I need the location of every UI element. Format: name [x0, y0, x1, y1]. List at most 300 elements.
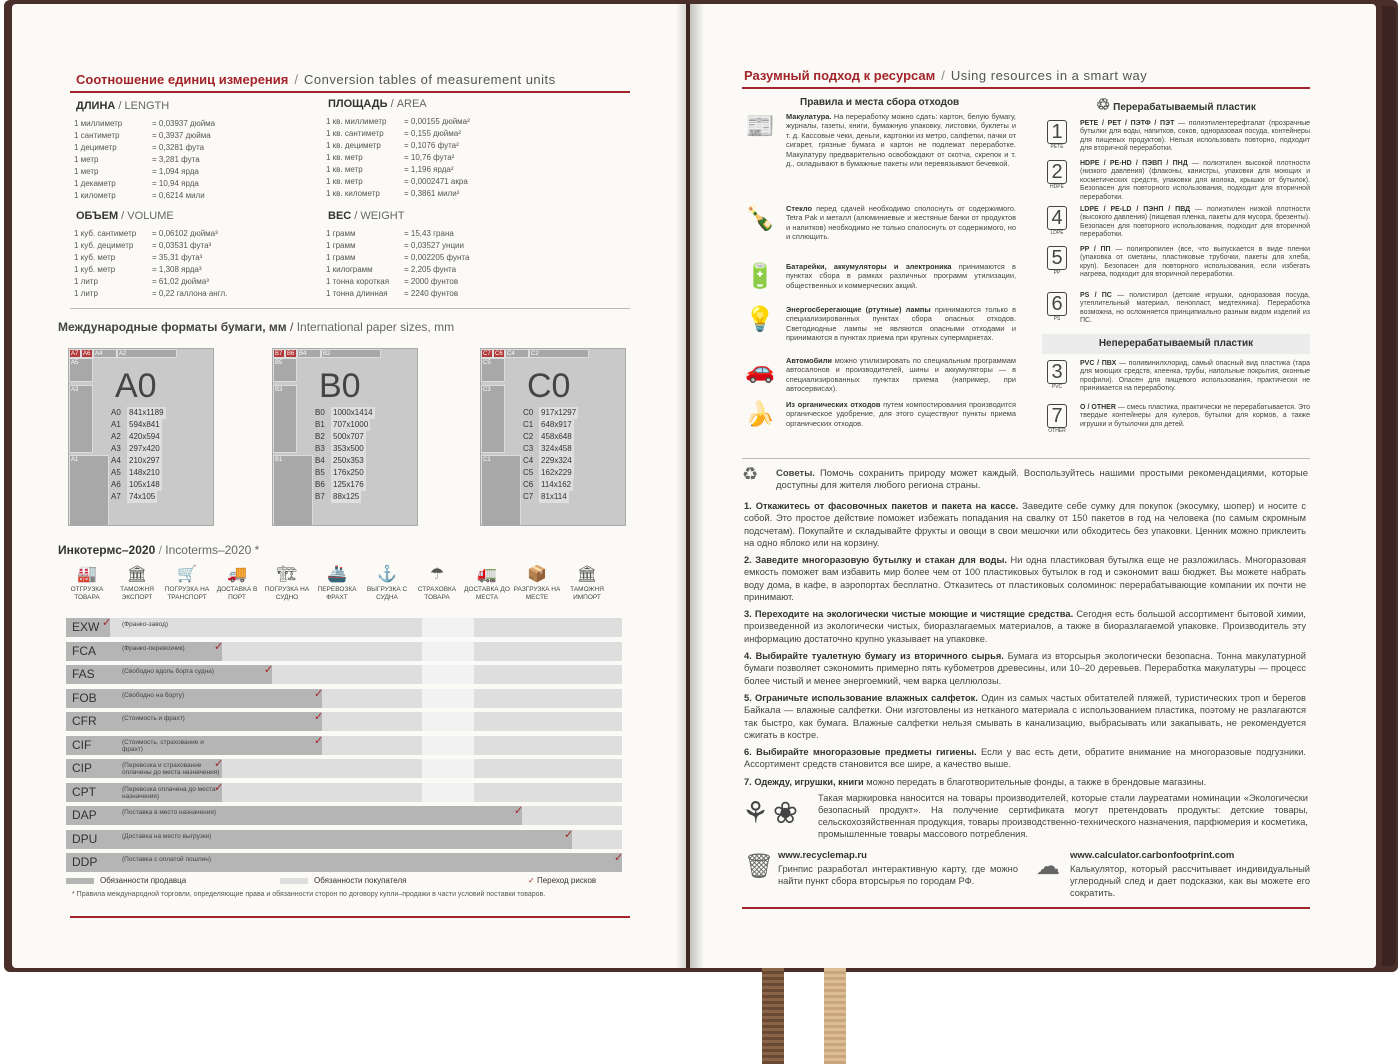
paper-format-tile: C3 — [481, 385, 505, 453]
paper-size-name: B4 — [315, 456, 325, 465]
paper-series-b0 — [272, 348, 418, 526]
recycling-triangle-icon — [1042, 120, 1072, 150]
incoterms-row — [66, 640, 626, 664]
bottle-icon: 🍾 — [745, 205, 775, 232]
paper-size-name: A7 — [111, 492, 121, 501]
delivery-truck-icon: 🚛 — [477, 566, 497, 583]
paper-format-label: C0 — [527, 367, 571, 405]
legend-seller: Обязанности продавца — [66, 876, 186, 885]
recyclemap-url[interactable]: www.recyclemap.ru — [778, 850, 867, 861]
waste-rule-title: Макулатура. — [786, 112, 832, 121]
paper-size-dims: 1000x1414 — [333, 408, 373, 417]
bulb-icon: 💡 — [745, 306, 775, 333]
paper-size-row — [111, 419, 166, 431]
plastic-tag: PP — [1053, 270, 1061, 276]
paper-size-name: A1 — [111, 420, 121, 429]
paper-size-dims: 324x458 — [541, 444, 572, 453]
paper-size-name: B1 — [315, 420, 325, 429]
incoterm-code: FAS — [72, 667, 95, 681]
incoterms-stages — [62, 564, 622, 602]
tip-text: Бумага из вторсырья экологически безопасна. Тонна макулатурной бумаги позволяет сэкономить примерно пять кубометров древесины, или 10–20 деревьев. Переработка макулатуры — процесс более чистый и менее энергоемкий, чем варка целлюлозы. — [744, 651, 1306, 686]
unit-value: = 0,03527 унции — [404, 241, 464, 250]
paper-size-row — [111, 455, 166, 467]
insurance-gap — [422, 642, 474, 661]
unit-value: = 0,6214 мили — [152, 191, 205, 200]
tip-text: Ни одна пластиковая бутылка еще не разложилась. Многоразовая емкость поможет вам избавить мир более чем от 100 пластиковых бутылок в год и сэкономит ваш бюджет. Вы можете набрать воду дома, в кафе, в аэропортах бесплатно. Отказитесь от пластиковых соломинок: перерабатывающие компании их почти не принимают. — [744, 555, 1306, 603]
unit-value: = 0,155 дюйма² — [404, 129, 461, 138]
incoterm-code: DAP — [72, 808, 97, 822]
paper-size-row — [315, 467, 375, 479]
paper-series-a0 — [68, 348, 214, 526]
risk-transfer-check: ✓ — [314, 711, 324, 723]
paper-size-name: B6 — [315, 480, 325, 489]
incoterms-row — [66, 616, 626, 640]
tip-title: 2. Заведите многоразовую бутылку и стакан для воды. — [744, 555, 1007, 565]
waste-rule-text — [786, 204, 1016, 242]
waste-rule-title: Энергосберегающие (ртутные) лампы — [786, 305, 931, 314]
plastic-description — [1080, 292, 1310, 326]
insurance-gap — [422, 759, 474, 778]
carbonfootprint-url[interactable]: www.calculator.carbonfootprint.com — [1070, 850, 1235, 861]
ship-icon: 🚢 — [327, 566, 347, 583]
plastic-code: PVC / ПВХ — [1080, 360, 1117, 367]
plastic-tag: PS — [1053, 316, 1061, 322]
nonrecyclable-heading: Неперерабатываемый пластик — [1042, 334, 1310, 354]
paper-size-list — [315, 407, 375, 503]
paper-size-row — [523, 455, 578, 467]
paper-size-row — [523, 431, 578, 443]
paper-size-row — [111, 467, 166, 479]
paper-size-row — [315, 443, 375, 455]
factory-icon: 🏭 — [77, 566, 97, 583]
unit-name: 1 килограмм — [326, 265, 373, 274]
unit-name: 1 куб. сантиметр — [74, 229, 137, 238]
paper-format-tile: A4 — [93, 349, 117, 358]
paper-size-dims: 210x297 — [129, 456, 160, 465]
paper-format-tile: A6 — [81, 349, 93, 358]
unit-value: = 61,02 дюйма³ — [152, 277, 209, 286]
weight-heading: ВЕС / WEIGHT — [328, 210, 405, 222]
unit-value: = 2000 фунтов — [404, 277, 459, 286]
paper-size-dims: 500x707 — [333, 432, 364, 441]
newspaper-icon: 📰 — [745, 113, 775, 140]
incoterms-footnote: * Правила международной торговли, определяющие права и обязанности сторон по договору купли–продажи в части условий поставки товаров. — [72, 891, 546, 898]
tip-item — [744, 746, 1306, 771]
risk-transfer-check: ✓ — [564, 828, 574, 841]
plastic-tag: PETE — [1050, 144, 1064, 150]
unit-value: = 0,00155 дюйма² — [404, 117, 470, 126]
tip-title: 4. Выбирайте туалетную бумагу из вторичного сырья. — [744, 651, 1004, 661]
paper-size-dims: 114x162 — [541, 480, 572, 489]
paper-size-row — [523, 491, 578, 503]
stage-label: ДОСТАВКА ДО МЕСТА — [464, 586, 510, 601]
unit-name: 1 сантиметр — [74, 131, 120, 140]
spine-shadow — [676, 4, 704, 968]
paper-size-row — [315, 419, 375, 431]
plastic-description — [1080, 246, 1310, 280]
paper-size-dims: 250x353 — [333, 456, 364, 465]
stage-label: ОТГРУЗКА ТОВАРА — [70, 586, 104, 601]
paper-size-name: B7 — [315, 492, 325, 501]
recycling-triangle-icon — [1042, 404, 1072, 434]
incoterms-row — [66, 804, 626, 828]
unit-value: = 35,31 фута³ — [152, 253, 203, 262]
bookmark-ribbon-light[interactable] — [824, 968, 846, 1064]
incoterm-description: (Поставка с оплатой пошлин) — [122, 856, 212, 863]
recycling-number: 5 — [1047, 246, 1067, 270]
paper-size-name: B3 — [315, 444, 325, 453]
stage-label: РАЗГРУЗКА НА МЕСТЕ — [513, 586, 561, 601]
unit-name: 1 кв. километр — [326, 189, 380, 198]
recycling-number: 3 — [1047, 360, 1067, 384]
unit-name: 1 кв. сантиметр — [326, 129, 384, 138]
paper-size-name: A5 — [111, 468, 121, 477]
incoterms-stage — [512, 564, 562, 602]
cover-edge — [1382, 6, 1396, 966]
customs-icon: 🏛 — [126, 566, 148, 583]
area-table — [326, 116, 494, 200]
unit-name: 1 тонна длинная — [326, 289, 388, 298]
paper-size-name: C4 — [523, 456, 534, 465]
unit-row — [326, 116, 494, 128]
plastic-code: LDPE / PE-LD / ПЭНП / ПВД — [1080, 206, 1191, 213]
unit-row — [326, 188, 494, 200]
plastic-text: — полиэтилен низкой плотности (высокого давления) (пищевая пленка, пакеты для мусора, брезенты). Безопасен для повторного использования, подходит для вторичной переработки. — [1080, 206, 1310, 239]
recycling-triangle-icon — [1042, 206, 1072, 236]
incoterm-code: CIF — [72, 737, 92, 752]
paper-size-dims: 594x841 — [129, 420, 160, 429]
plastic-text: — полипропилен (все, что выпускается в виде пленки (упаковка от сметаны, пластиковые трубочки, пакеты для хлеба, круп). Безопасен для повторного использования, если избегать нагрева, подходит для вторичной переработки. — [1080, 246, 1311, 279]
incoterm-code: DPU — [72, 831, 98, 846]
unit-row — [326, 140, 494, 152]
risk-transfer-check: ✓ — [214, 781, 224, 794]
paper-size-dims: 176x250 — [333, 468, 364, 477]
paper-format-tile: C1 — [481, 455, 521, 526]
unit-value: = 10,94 ярда — [152, 179, 199, 188]
unit-value: = 1,308 ярда³ — [152, 265, 202, 274]
paper-size-list — [523, 407, 578, 503]
unit-row — [74, 252, 242, 264]
risk-transfer-check: ✓ — [314, 687, 324, 700]
paper-size-row — [523, 479, 578, 491]
paper-size-row — [523, 467, 578, 479]
unit-row — [74, 142, 242, 154]
unit-row — [74, 264, 242, 276]
plastic-tag: PVC — [1051, 384, 1063, 390]
paper-size-row — [315, 407, 375, 419]
paper-size-row — [523, 443, 578, 455]
incoterm-description: (Франко-завод) — [122, 621, 169, 628]
unit-row — [74, 190, 242, 202]
incoterms-stage — [62, 564, 112, 602]
tip-title: 3. Переходите на экологически чистые моющие и чистящие средства. — [744, 609, 1074, 619]
unit-value: = 15,43 грана — [404, 229, 454, 238]
tip-item — [744, 650, 1306, 687]
waste-column-title: Правила и места сбора отходов — [800, 97, 960, 108]
plastic-code: PETE / PET / ПЭТФ / ПЭТ — [1080, 120, 1175, 127]
unit-row — [74, 118, 242, 130]
paper-format-tile: A2 — [117, 349, 177, 358]
incoterms-stage — [312, 564, 362, 602]
unload-icon: ⚓ — [377, 566, 397, 583]
unit-name: 1 литр — [74, 277, 98, 286]
tip-item — [744, 500, 1306, 550]
paper-format-label: A0 — [115, 367, 157, 405]
risk-transfer-check: ✓ — [214, 640, 224, 653]
unit-value: = 2240 фунтов — [404, 289, 459, 298]
incoterms-row — [66, 781, 626, 805]
paper-size-dims: 81x114 — [541, 492, 567, 501]
paper-size-dims: 648x917 — [541, 420, 572, 429]
unit-name: 1 литр — [74, 289, 98, 298]
certificate-text: Такая маркировка наносится на товары производителей, которые стали лауреатами номинации «Экологически безопасный продукт». На получение сертификата могут претендовать продукты: детские товары, сельскохозяйственная продукция, товары производственно-технического назначения, парфюмерия и косметика, промышленные товары массового потребления. — [818, 793, 1308, 839]
risk-transfer-check: ✓ — [214, 758, 224, 770]
unit-name: 1 куб. дециметр — [74, 241, 134, 250]
unit-name: 1 кв. метр — [326, 153, 363, 162]
paper-size-dims: 74x105 — [129, 492, 156, 501]
recycling-triangle-icon — [1042, 292, 1072, 322]
paper-size-dims: 707x1000 — [333, 420, 369, 429]
paper-size-name: C1 — [523, 420, 534, 429]
paper-format-tile: B6 — [285, 349, 297, 358]
incoterms-row — [66, 710, 626, 734]
unit-value: = 0,1076 фута² — [404, 141, 459, 150]
paper-format-tile: B7 — [273, 349, 285, 358]
incoterm-description: (Поставка в место назначения) — [122, 809, 217, 816]
risk-transfer-check: ✓ — [314, 734, 324, 747]
resources-title-rule — [742, 87, 1310, 89]
paper-size-name: A0 — [111, 408, 121, 417]
recycling-triangle-icon — [1042, 246, 1072, 276]
paper-format-tile: B3 — [273, 385, 297, 453]
volume-table — [74, 228, 242, 300]
recycling-number: 7 — [1047, 404, 1067, 428]
unit-row — [74, 228, 242, 240]
waste-rule-text — [786, 262, 1016, 290]
unit-value: = 0,3937 дюйма — [152, 131, 211, 140]
waste-rule-text — [786, 112, 1016, 168]
incoterm-description: (Свободно на борту) — [122, 691, 185, 699]
unit-row — [326, 228, 494, 240]
bookmark-ribbon-dark[interactable] — [762, 968, 784, 1064]
incoterm-description: (Стоимость, страхование и фрахт) — [122, 738, 204, 753]
unit-value: = 1,094 ярда — [152, 167, 199, 176]
incoterm-description: (Перевозка оплачена до места назначения) — [122, 785, 216, 800]
incoterm-description: (Перевозка и страхование оплачены до места назначения) — [122, 762, 220, 776]
units-title-rule — [70, 91, 630, 93]
plastic-code: PS / ПС — [1080, 292, 1112, 299]
paper-size-name: C0 — [523, 408, 534, 417]
paper-format-tile: A1 — [69, 455, 109, 526]
incoterm-description: (Свободно вдоль борта судна) — [122, 668, 215, 675]
incoterms-row — [66, 757, 626, 781]
unit-value: = 0,0002471 акра — [404, 177, 468, 186]
incoterm-code: CPT — [72, 784, 96, 799]
unit-name: 1 куб. метр — [74, 265, 116, 274]
paper-size-list — [111, 407, 166, 503]
stage-label: ВЫГРУЗКА С СУДНА — [366, 586, 408, 601]
tip-title: 1. Откажитесь от фасовочных пакетов и пакета на кассе. — [744, 501, 1019, 511]
incoterms-stage — [412, 564, 462, 602]
seller-bar — [66, 689, 322, 708]
incoterm-code: FCA — [72, 643, 96, 658]
import-customs-icon: 🏛 — [576, 566, 598, 583]
paper-size-dims: 420x594 — [129, 432, 160, 441]
paper-size-name: C3 — [523, 444, 534, 453]
unit-name: 1 метр — [74, 167, 99, 176]
risk-transfer-check: ✓ — [102, 617, 112, 629]
legend-risk: ✓ Переход рисков — [528, 876, 597, 885]
unit-name: 1 метр — [74, 155, 99, 164]
paper-size-row — [315, 431, 375, 443]
unit-name: 1 грамм — [326, 229, 356, 238]
plastic-description — [1080, 160, 1310, 202]
crane-icon: 🏗 — [276, 566, 298, 583]
incoterms-row — [66, 851, 626, 875]
plastic-code: PP / ПП — [1080, 246, 1111, 253]
unit-name: 1 тонна короткая — [326, 277, 390, 286]
plastic-tag: OTHER — [1048, 428, 1066, 434]
waste-rule-text — [786, 400, 1016, 428]
paper-size-name: A2 — [111, 432, 121, 441]
paper-size-name: B2 — [315, 432, 325, 441]
paper-size-row — [523, 407, 578, 419]
buyer-bar — [522, 806, 622, 825]
paper-size-dims: 841x1189 — [129, 408, 164, 417]
incoterm-code: DDP — [72, 855, 98, 869]
unit-name: 1 миллиметр — [74, 119, 123, 128]
stage-label: ТАМОЖНЯ ИМПОРТ — [570, 586, 604, 601]
paper-size-row — [523, 419, 578, 431]
risk-transfer-check: ✓ — [514, 805, 524, 817]
waste-rule-title: Стекло — [786, 204, 812, 213]
unit-value: = 3,281 фута — [152, 155, 200, 164]
seller-bar — [66, 712, 322, 731]
paper-format-tile: C7 — [481, 349, 493, 358]
paper-size-dims: 353x500 — [333, 444, 364, 453]
unit-name: 1 грамм — [326, 253, 356, 262]
incoterms-title: Инкотермс–2020 / Incoterms–2020 * — [58, 543, 260, 557]
recycling-number: 1 — [1047, 120, 1067, 144]
units-title: Соотношение единиц измерения / Conversion tables of measurement units — [76, 72, 556, 87]
stage-label: СТРАХОВКА ТОВАРА — [417, 586, 457, 601]
tip-title: 5. Ограничьте использование влажных салфеток. — [744, 693, 978, 703]
paper-size-name: A3 — [111, 444, 121, 453]
incoterms-table — [66, 616, 626, 875]
unit-value: = 0,03531 фута³ — [152, 241, 212, 250]
paper-size-row — [111, 479, 166, 491]
insurance-gap — [422, 665, 474, 684]
unit-row — [74, 276, 242, 288]
tips-top-rule — [742, 458, 1310, 459]
insurance-gap — [422, 618, 474, 637]
carbonfootprint-text: Калькулятор, который рассчитывает индивидуальный углеродный след и дает подсказки, как вы можете его сократить. — [1070, 864, 1310, 898]
unit-value: = 0,03937 дюйма — [152, 119, 216, 128]
unit-name: 1 километр — [74, 191, 116, 200]
paper-format-tile: C4 — [505, 349, 529, 358]
unit-name: 1 грамм — [326, 241, 356, 250]
unit-row — [326, 128, 494, 140]
unit-row — [74, 240, 242, 252]
incoterms-row — [66, 687, 626, 711]
waste-rule-body: путем компостирования производится органическое удобрение, для этого существуют пункты приема органических отходов. — [786, 400, 1016, 428]
risk-transfer-check: ✓ — [264, 664, 274, 676]
recycle-bin-icon: 🗑 — [744, 853, 775, 880]
truck-icon: 🚚 — [227, 566, 247, 583]
incoterms-row — [66, 663, 626, 687]
paper-format-label: B0 — [319, 367, 361, 405]
paper-size-row — [315, 491, 375, 503]
plastic-code: O / OTHER — [1080, 404, 1116, 411]
unit-row — [74, 178, 242, 190]
incoterm-code: FOB — [72, 690, 97, 705]
plastic-text: — полиэтилен высокой плотности (низкого давления) (флаконы, канистры, упаковки для моющих и косметических средств, упаковки для молока, крышки от бутылок). Безопасен для повторного использования, подходит для вторичной переработки. — [1080, 160, 1310, 201]
paper-size-dims: 105x148 — [129, 480, 160, 489]
incoterm-description: (Доставка на место выгрузки) — [122, 832, 212, 840]
waste-rule-text — [786, 305, 1016, 343]
unit-row — [326, 264, 494, 276]
paper-size-dims: 88x125 — [333, 492, 360, 501]
paper-size-name: C2 — [523, 432, 534, 441]
unit-name: 1 кв. дециметр — [326, 141, 381, 150]
unit-row — [326, 176, 494, 188]
waste-rule-body: На переработку можно сдать: картон, белую бумагу, журналы, газеты, книги, бумажную упаковку, листовки, буклеты и т. д. Кассовые чеки, деньги, картонки из метро, салфетки, пачки от сигарет, грязные бумага и картон не подлежат переработке. Макулатуру предварительно освобождают от скотча, скрепок и т. д., складывают в бумажные пакеты или перевязывают бечевкой. — [786, 112, 1016, 169]
paper-size-name: C6 — [523, 480, 534, 489]
incoterms-stage — [162, 564, 212, 602]
insurance-gap — [422, 783, 474, 802]
recycling-triangle-icon — [1042, 160, 1072, 190]
insurance-gap — [422, 712, 474, 731]
incoterms-row — [66, 828, 626, 852]
paper-format-tile: C2 — [529, 349, 589, 358]
paper-format-tile: A7 — [69, 349, 81, 358]
unit-row — [74, 154, 242, 166]
unit-value: = 0,22 галлона англ. — [152, 289, 228, 298]
waste-rule-body: можно утилизировать по специальным программам автосалонов и производителей, шины и аккумуляторы — в специализированных пунктах приема (например, при автосервисах). — [786, 356, 1016, 394]
tip-item — [744, 692, 1306, 742]
plastic-code: HDPE / PE-HD / ПЭВП / ПНД — [1080, 160, 1188, 167]
umbrella-icon: ☂ — [429, 566, 445, 583]
recycling-triangle-icon — [1042, 360, 1072, 390]
insurance-gap — [422, 689, 474, 708]
eco-label-icon: ⚘❀ — [742, 797, 803, 830]
plastic-description — [1080, 360, 1310, 394]
unit-row — [326, 152, 494, 164]
insurance-gap — [422, 736, 474, 755]
stage-label: ПОГРУЗКА НА СУДНО — [264, 586, 310, 601]
tip-text: Сегодня есть большой ассортимент бытовой химии, произведенной из экологически чистых, биоразлагаемых материалов, а также в биоразлагаемой упаковке. Производитель эту информацию достаточно крупно указывает на упаковке. — [744, 609, 1307, 644]
length-heading: ДЛИНА / LENGTH — [76, 100, 170, 112]
incoterm-description: (Франко-перевозчик) — [122, 644, 185, 652]
unit-row — [74, 166, 242, 178]
area-heading: ПЛОЩАДЬ / AREA — [328, 98, 427, 110]
paper-format-tile: A5 — [69, 358, 93, 382]
unit-value: = 0,3861 мили² — [404, 189, 460, 198]
units-bottom-rule — [70, 308, 630, 309]
volume-heading: ОБЪЕМ / VOLUME — [76, 210, 174, 222]
incoterm-description: (Стоимость и фрахт) — [122, 715, 185, 722]
incoterms-stage — [212, 564, 262, 602]
unit-row — [326, 288, 494, 300]
unit-row — [326, 252, 494, 264]
paper-size-row — [315, 479, 375, 491]
paper-format-tile: C6 — [493, 349, 505, 358]
unit-name: 1 куб. метр — [74, 253, 116, 262]
paper-size-name: C5 — [523, 468, 534, 477]
resources-title: Разумный подход к ресурсам / Using resources in a smart way — [744, 68, 1148, 83]
paper-format-tile: C5 — [481, 358, 505, 382]
incoterm-code: CFR — [72, 714, 97, 728]
